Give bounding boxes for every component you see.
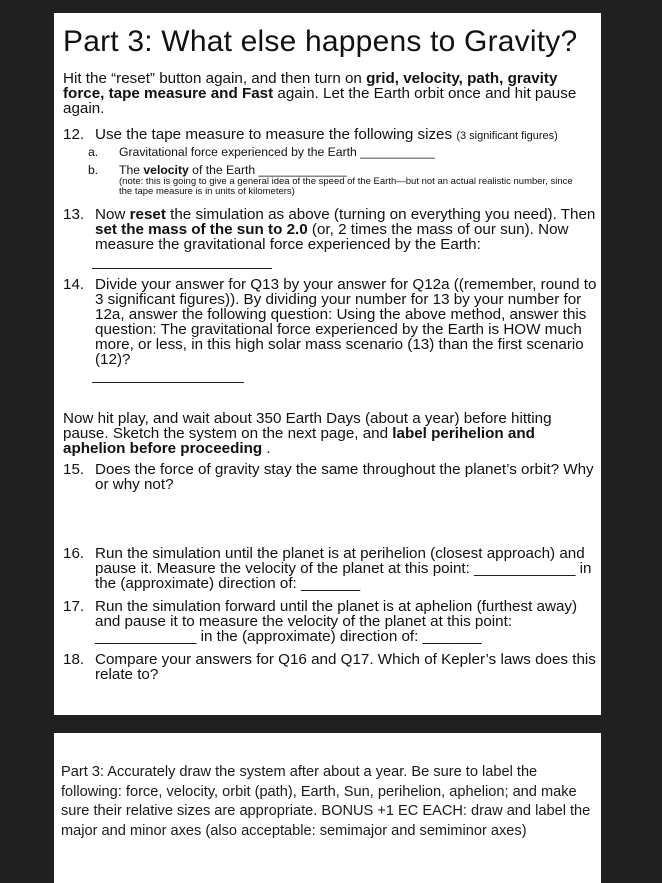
question-14-number: 14. xyxy=(63,276,85,293)
instructions-paragraph xyxy=(63,411,597,456)
question-12b-note: (note: this is going to give a general idea of the speed of the Earth—but not an actual realistic number, since the tape measure is in units of kilometers) xyxy=(119,176,573,197)
question-13-text-1: Now xyxy=(95,206,130,223)
question-17 xyxy=(63,599,597,644)
question-12b-text-1: The xyxy=(119,163,144,177)
question-17-number: 17. xyxy=(63,598,85,615)
worksheet-page-1 xyxy=(54,13,601,715)
page-title: Part 3: What else happens to Gravity? xyxy=(63,25,578,58)
question-15 xyxy=(63,462,597,492)
question-14-text: Divide your answer for Q13 by your answer for Q12a ((remember, round to 3 significant figures)). By dividing your number for 13 by your number for 12a, answer the following question: Using the above method, answer this question: The gravitational force experienced by the Earth is HOW much more, or less, in this high solar mass scenario (13) than the first scenario (12)? xyxy=(95,276,597,368)
question-12 xyxy=(63,127,597,144)
intro-paragraph xyxy=(63,71,597,116)
answer-line-13 xyxy=(92,268,272,269)
question-15-text: Does the force of gravity stay the same throughout the planet’s orbit? Why or why not? xyxy=(95,461,594,493)
question-13-bold-2: set the mass of the sun to 2.0 xyxy=(95,221,308,238)
question-16 xyxy=(63,546,597,591)
question-18-text: Compare your answers for Q16 and Q17. Which of Kepler’s laws does this relate to? xyxy=(95,651,596,683)
question-13 xyxy=(63,207,597,252)
question-13-number: 13. xyxy=(63,206,85,223)
worksheet-page-2 xyxy=(54,733,601,883)
instructions-text-1: Now hit play, and wait about 350 Earth Days (about a year) before hitting pause. Sketch the system on the next page, and xyxy=(63,410,552,442)
answer-line-14 xyxy=(92,382,244,383)
question-18 xyxy=(63,652,597,682)
question-12b-text-2: of the Earth _____________ xyxy=(188,163,347,177)
question-12a xyxy=(88,146,588,159)
question-12b-bold: velocity xyxy=(143,163,189,177)
question-14 xyxy=(63,277,597,367)
intro-bold-1: grid, velocity, path, gravity force, tape measure and Fast xyxy=(63,70,558,102)
intro-text-1: Hit the “reset” button again, and then turn on xyxy=(63,70,367,87)
question-16-number: 16. xyxy=(63,545,85,562)
question-12-note: (3 significant figures) xyxy=(456,130,558,142)
question-16-text: Run the simulation until the planet is at perihelion (closest approach) and pause it. Measure the velocity of the planet at this point: ____________ in the (approximate) direction of: _______ xyxy=(95,545,592,592)
question-12a-text: Gravitational force experienced by the Earth ___________ xyxy=(119,145,435,159)
intro-text-2: again. Let the Earth orbit once and hit pause again. xyxy=(63,85,577,117)
question-17-text: Run the simulation forward until the planet is at aphelion (furthest away) and pause it to measure the velocity of the planet at this point: ____________ in the (approximate) direction of: _______ xyxy=(95,598,578,645)
question-13-text-3: (or, 2 times the mass of our sun). Now measure the gravitational force experienced by the Earth: xyxy=(95,221,569,253)
question-18-number: 18. xyxy=(63,651,85,668)
question-13-text-2: the simulation as above (turning on everything you need). Then xyxy=(165,206,596,223)
instructions-text-2: . xyxy=(262,440,271,457)
question-12-text: Use the tape measure to measure the following sizes xyxy=(95,126,457,143)
question-12b xyxy=(88,164,588,197)
question-12b-letter: b. xyxy=(88,163,99,177)
drawing-instructions: Part 3: Accurately draw the system after about a year. Be sure to label the following: force, velocity, orbit (path), Earth, Sun, perihelion, aphelion; and make sure their relative sizes are appropriate. BONUS +1 EC EACH: draw and label the major and minor axes (also acceptable: semimajor and semiminor axes) xyxy=(61,764,591,839)
question-12a-letter: a. xyxy=(88,145,99,159)
question-13-bold-1: reset xyxy=(129,206,166,223)
question-12-number: 12. xyxy=(63,126,85,143)
question-15-number: 15. xyxy=(63,461,85,478)
instructions-bold: label perihelion and aphelion before proceeding xyxy=(63,425,535,457)
